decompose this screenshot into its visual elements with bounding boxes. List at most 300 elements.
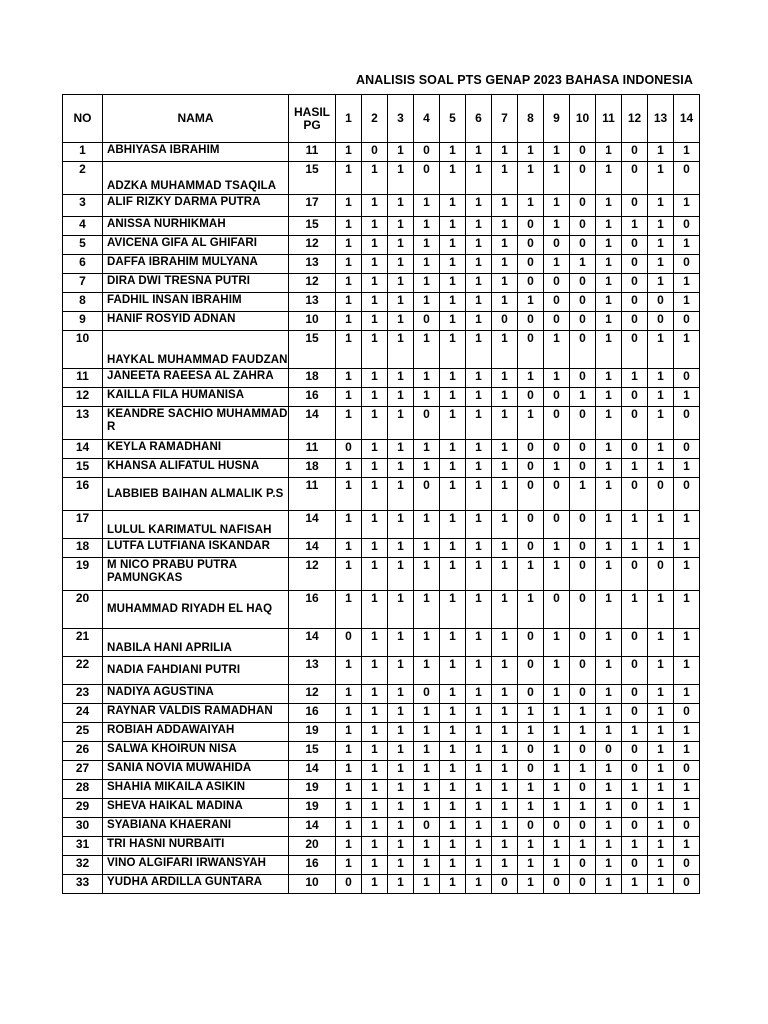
answer-q3: 1 — [388, 723, 414, 742]
row-number: 23 — [63, 685, 103, 704]
answer-q6: 1 — [466, 407, 492, 440]
hasil-pg-value: 10 — [289, 875, 336, 894]
answer-q9: 1 — [544, 799, 570, 818]
answer-q11: 1 — [596, 369, 622, 388]
answer-q4: 0 — [414, 407, 440, 440]
answer-q5: 1 — [440, 837, 466, 856]
answer-q7: 1 — [492, 388, 518, 407]
answer-q11: 1 — [596, 558, 622, 591]
answer-q3: 1 — [388, 558, 414, 591]
row-number: 8 — [63, 293, 103, 312]
answer-q11: 1 — [596, 539, 622, 558]
answer-q10: 0 — [570, 875, 596, 894]
answer-q3: 1 — [388, 236, 414, 255]
answer-q12: 0 — [622, 388, 648, 407]
answer-q8: 1 — [518, 856, 544, 875]
table-row — [63, 274, 700, 293]
answer-q10: 0 — [570, 274, 596, 293]
answer-q2: 1 — [362, 331, 388, 369]
answer-q12: 0 — [622, 742, 648, 761]
answer-q13: 1 — [648, 459, 674, 478]
answer-q11: 1 — [596, 875, 622, 894]
answer-q1: 1 — [336, 369, 362, 388]
header-question-6: 6 — [466, 95, 492, 143]
header-question-10: 10 — [570, 95, 596, 143]
student-name: ALIF RIZKY DARMA PUTRA — [103, 195, 289, 217]
answer-q10: 1 — [570, 704, 596, 723]
header-row — [63, 95, 700, 143]
student-name: SALWA KHOIRUN NISA — [103, 742, 289, 761]
answer-q1: 1 — [336, 236, 362, 255]
table-row — [63, 293, 700, 312]
answer-q13: 1 — [648, 440, 674, 459]
answer-q7: 1 — [492, 478, 518, 511]
answer-q9: 1 — [544, 742, 570, 761]
row-number: 18 — [63, 539, 103, 558]
table-row — [63, 331, 700, 369]
answer-q3: 1 — [388, 293, 414, 312]
answer-q14: 0 — [674, 369, 700, 388]
student-name: AVICENA GIFA AL GHIFARI — [103, 236, 289, 255]
hasil-pg-value: 16 — [289, 591, 336, 629]
answer-q14: 1 — [674, 511, 700, 539]
answer-q2: 1 — [362, 723, 388, 742]
answer-q14: 0 — [674, 407, 700, 440]
answer-q2: 1 — [362, 236, 388, 255]
answer-q1: 1 — [336, 274, 362, 293]
answer-q3: 1 — [388, 162, 414, 195]
answer-q1: 1 — [336, 478, 362, 511]
answer-q9: 1 — [544, 780, 570, 799]
answer-q7: 1 — [492, 162, 518, 195]
answer-q9: 1 — [544, 143, 570, 162]
answer-q6: 1 — [466, 837, 492, 856]
answer-q12: 0 — [622, 162, 648, 195]
answer-q1: 1 — [336, 217, 362, 236]
table-row — [63, 856, 700, 875]
answer-q2: 1 — [362, 837, 388, 856]
answer-q6: 1 — [466, 217, 492, 236]
student-name: DIRA DWI TRESNA PUTRI — [103, 274, 289, 293]
answer-q11: 1 — [596, 388, 622, 407]
student-name: NABILA HANI APRILIA — [103, 629, 289, 657]
answer-q10: 0 — [570, 780, 596, 799]
answer-q2: 1 — [362, 742, 388, 761]
answer-q2: 1 — [362, 407, 388, 440]
hasil-pg-value: 12 — [289, 685, 336, 704]
hasil-pg-value: 15 — [289, 217, 336, 236]
answer-q4: 0 — [414, 818, 440, 837]
row-number: 33 — [63, 875, 103, 894]
answer-q2: 1 — [362, 856, 388, 875]
answer-q14: 0 — [674, 761, 700, 780]
answer-q10: 0 — [570, 818, 596, 837]
hasil-pg-value: 15 — [289, 162, 336, 195]
answer-q11: 1 — [596, 459, 622, 478]
answer-q9: 0 — [544, 274, 570, 293]
answer-q4: 1 — [414, 799, 440, 818]
answer-q14: 1 — [674, 742, 700, 761]
answer-q5: 1 — [440, 331, 466, 369]
answer-q5: 1 — [440, 780, 466, 799]
answer-q14: 1 — [674, 236, 700, 255]
answer-q1: 1 — [336, 255, 362, 274]
row-number: 9 — [63, 312, 103, 331]
answer-q7: 1 — [492, 799, 518, 818]
table-row — [63, 459, 700, 478]
answer-q13: 1 — [648, 143, 674, 162]
table-row — [63, 875, 700, 894]
student-name: KHANSA ALIFATUL HUSNA — [103, 459, 289, 478]
table-row — [63, 591, 700, 629]
answer-q13: 1 — [648, 407, 674, 440]
header-question-8: 8 — [518, 95, 544, 143]
row-number: 13 — [63, 407, 103, 440]
answer-q8: 0 — [518, 657, 544, 685]
answer-q3: 1 — [388, 407, 414, 440]
answer-q1: 0 — [336, 440, 362, 459]
row-number: 32 — [63, 856, 103, 875]
answer-q6: 1 — [466, 818, 492, 837]
student-name: LULUL KARIMATUL NAFISAH — [103, 511, 289, 539]
answer-q11: 1 — [596, 780, 622, 799]
table-row — [63, 558, 700, 591]
answer-q13: 1 — [648, 195, 674, 217]
answer-q12: 0 — [622, 274, 648, 293]
table-row — [63, 539, 700, 558]
answer-q5: 1 — [440, 799, 466, 818]
answer-q11: 1 — [596, 657, 622, 685]
hasil-pg-value: 20 — [289, 837, 336, 856]
row-number: 2 — [63, 162, 103, 195]
answer-q6: 1 — [466, 195, 492, 217]
answer-q10: 0 — [570, 369, 596, 388]
answer-q11: 1 — [596, 312, 622, 331]
answer-q12: 0 — [622, 195, 648, 217]
answer-q14: 1 — [674, 629, 700, 657]
answer-q1: 1 — [336, 195, 362, 217]
hasil-pg-value: 12 — [289, 236, 336, 255]
answer-q8: 1 — [518, 407, 544, 440]
answer-q4: 1 — [414, 875, 440, 894]
answer-q5: 1 — [440, 761, 466, 780]
answer-q12: 0 — [622, 407, 648, 440]
answer-q10: 0 — [570, 236, 596, 255]
answer-q1: 1 — [336, 388, 362, 407]
header-question-9: 9 — [544, 95, 570, 143]
answer-q10: 1 — [570, 388, 596, 407]
answer-q14: 1 — [674, 388, 700, 407]
answer-q13: 1 — [648, 217, 674, 236]
answer-q2: 1 — [362, 539, 388, 558]
answer-q11: 1 — [596, 274, 622, 293]
answer-q11: 1 — [596, 440, 622, 459]
answer-q8: 1 — [518, 293, 544, 312]
answer-q5: 1 — [440, 558, 466, 591]
answer-q9: 1 — [544, 761, 570, 780]
answer-q3: 1 — [388, 331, 414, 369]
answer-q11: 1 — [596, 255, 622, 274]
answer-q13: 1 — [648, 875, 674, 894]
answer-q10: 1 — [570, 761, 596, 780]
answer-q12: 1 — [622, 369, 648, 388]
answer-q5: 1 — [440, 459, 466, 478]
answer-q8: 0 — [518, 274, 544, 293]
answer-q12: 1 — [622, 539, 648, 558]
answer-q10: 0 — [570, 440, 596, 459]
answer-q11: 1 — [596, 293, 622, 312]
answer-q2: 1 — [362, 217, 388, 236]
answer-q5: 1 — [440, 162, 466, 195]
answer-q14: 0 — [674, 255, 700, 274]
answer-q5: 1 — [440, 274, 466, 293]
document-title: ANALISIS SOAL PTS GENAP 2023 BAHASA INDONESIA — [356, 73, 693, 87]
answer-q1: 1 — [336, 143, 362, 162]
answer-q13: 1 — [648, 511, 674, 539]
answer-q12: 0 — [622, 440, 648, 459]
answer-q7: 1 — [492, 407, 518, 440]
answer-q13: 1 — [648, 369, 674, 388]
answer-q9: 1 — [544, 195, 570, 217]
answer-q7: 1 — [492, 761, 518, 780]
row-number: 30 — [63, 818, 103, 837]
hasil-pg-value: 14 — [289, 407, 336, 440]
answer-q5: 1 — [440, 742, 466, 761]
answer-q14: 1 — [674, 799, 700, 818]
answer-q11: 1 — [596, 704, 622, 723]
student-name: VINO ALGIFARI IRWANSYAH — [103, 856, 289, 875]
student-name: DAFFA IBRAHIM MULYANA — [103, 255, 289, 274]
answer-q13: 1 — [648, 388, 674, 407]
student-name: M NICO PRABU PUTRA PAMUNGKAS — [103, 558, 289, 591]
answer-q11: 1 — [596, 856, 622, 875]
header-question-4: 4 — [414, 95, 440, 143]
answer-q1: 1 — [336, 818, 362, 837]
answer-q6: 1 — [466, 856, 492, 875]
answer-q2: 1 — [362, 558, 388, 591]
answer-q9: 0 — [544, 440, 570, 459]
answer-q8: 0 — [518, 255, 544, 274]
answer-q2: 1 — [362, 388, 388, 407]
answer-q5: 1 — [440, 629, 466, 657]
answer-q4: 1 — [414, 742, 440, 761]
answer-q8: 1 — [518, 837, 544, 856]
student-name: TRI HASNI NURBAITI — [103, 837, 289, 856]
hasil-pg-value: 14 — [289, 539, 336, 558]
answer-q7: 1 — [492, 293, 518, 312]
answer-q4: 0 — [414, 143, 440, 162]
answer-q6: 1 — [466, 799, 492, 818]
answer-q4: 1 — [414, 558, 440, 591]
answer-q11: 1 — [596, 761, 622, 780]
answer-q8: 0 — [518, 761, 544, 780]
answer-q3: 1 — [388, 539, 414, 558]
answer-q13: 1 — [648, 539, 674, 558]
answer-q13: 1 — [648, 837, 674, 856]
answer-q13: 0 — [648, 558, 674, 591]
answer-q1: 1 — [336, 539, 362, 558]
answer-q2: 1 — [362, 591, 388, 629]
answer-q4: 1 — [414, 459, 440, 478]
answer-q12: 0 — [622, 685, 648, 704]
answer-q4: 1 — [414, 293, 440, 312]
student-name: NADIA FAHDIANI PUTRI — [103, 657, 289, 685]
answer-q10: 0 — [570, 591, 596, 629]
answer-q4: 1 — [414, 780, 440, 799]
answer-q9: 1 — [544, 162, 570, 195]
answer-q11: 0 — [596, 742, 622, 761]
answer-q6: 1 — [466, 331, 492, 369]
answer-q8: 1 — [518, 591, 544, 629]
row-number: 20 — [63, 591, 103, 629]
answer-q8: 0 — [518, 511, 544, 539]
answer-q14: 0 — [674, 312, 700, 331]
answer-q9: 1 — [544, 558, 570, 591]
answer-q5: 1 — [440, 856, 466, 875]
hasil-pg-value: 10 — [289, 312, 336, 331]
answer-q5: 1 — [440, 875, 466, 894]
student-name: SHAHIA MIKAILA ASIKIN — [103, 780, 289, 799]
answer-q8: 1 — [518, 143, 544, 162]
answer-q4: 1 — [414, 440, 440, 459]
row-number: 16 — [63, 478, 103, 511]
header-question-5: 5 — [440, 95, 466, 143]
answer-q9: 1 — [544, 657, 570, 685]
table-row — [63, 236, 700, 255]
table-row — [63, 723, 700, 742]
answer-q12: 0 — [622, 704, 648, 723]
answer-q6: 1 — [466, 629, 492, 657]
answer-q2: 1 — [362, 704, 388, 723]
answer-q7: 1 — [492, 217, 518, 236]
answer-q12: 1 — [622, 723, 648, 742]
answer-q5: 1 — [440, 388, 466, 407]
table-row — [63, 217, 700, 236]
answer-q2: 1 — [362, 780, 388, 799]
answer-q1: 1 — [336, 591, 362, 629]
answer-q6: 1 — [466, 761, 492, 780]
answer-q10: 0 — [570, 195, 596, 217]
answer-q11: 1 — [596, 195, 622, 217]
answer-q14: 1 — [674, 657, 700, 685]
row-number: 7 — [63, 274, 103, 293]
table-row — [63, 478, 700, 511]
table-row — [63, 685, 700, 704]
answer-q4: 1 — [414, 217, 440, 236]
answer-q4: 1 — [414, 837, 440, 856]
answer-q8: 1 — [518, 558, 544, 591]
answer-q11: 1 — [596, 143, 622, 162]
answer-q3: 1 — [388, 274, 414, 293]
answer-q14: 0 — [674, 440, 700, 459]
answer-q11: 1 — [596, 723, 622, 742]
answer-q11: 1 — [596, 331, 622, 369]
answer-q6: 1 — [466, 539, 492, 558]
answer-q9: 0 — [544, 236, 570, 255]
answer-q10: 1 — [570, 255, 596, 274]
answer-q14: 1 — [674, 591, 700, 629]
answer-q2: 1 — [362, 459, 388, 478]
answer-q8: 0 — [518, 539, 544, 558]
answer-q9: 1 — [544, 459, 570, 478]
answer-q2: 1 — [362, 875, 388, 894]
hasil-pg-value: 13 — [289, 255, 336, 274]
answer-q4: 1 — [414, 591, 440, 629]
answer-q8: 1 — [518, 369, 544, 388]
table-body — [63, 143, 700, 894]
answer-q7: 1 — [492, 818, 518, 837]
row-number: 21 — [63, 629, 103, 657]
answer-q7: 1 — [492, 143, 518, 162]
student-name: ANISSA NURHIKMAH — [103, 217, 289, 236]
answer-q3: 1 — [388, 478, 414, 511]
score-table — [62, 94, 700, 894]
answer-q2: 1 — [362, 511, 388, 539]
answer-q6: 1 — [466, 704, 492, 723]
answer-q5: 1 — [440, 293, 466, 312]
answer-q3: 1 — [388, 799, 414, 818]
header-no: NO — [63, 95, 103, 143]
answer-q4: 1 — [414, 274, 440, 293]
answer-q10: 0 — [570, 629, 596, 657]
answer-q10: 0 — [570, 407, 596, 440]
answer-q9: 0 — [544, 407, 570, 440]
answer-q5: 1 — [440, 704, 466, 723]
answer-q1: 1 — [336, 685, 362, 704]
answer-q8: 1 — [518, 723, 544, 742]
answer-q8: 1 — [518, 799, 544, 818]
answer-q6: 1 — [466, 657, 492, 685]
answer-q14: 1 — [674, 780, 700, 799]
answer-q14: 1 — [674, 685, 700, 704]
answer-q2: 0 — [362, 143, 388, 162]
hasil-pg-value: 12 — [289, 274, 336, 293]
answer-q4: 1 — [414, 511, 440, 539]
answer-q12: 0 — [622, 478, 648, 511]
table-row — [63, 704, 700, 723]
table-row — [63, 369, 700, 388]
answer-q8: 0 — [518, 478, 544, 511]
answer-q7: 1 — [492, 657, 518, 685]
answer-q7: 1 — [492, 558, 518, 591]
answer-q11: 1 — [596, 629, 622, 657]
answer-q13: 1 — [648, 657, 674, 685]
row-number: 10 — [63, 331, 103, 369]
answer-q11: 1 — [596, 591, 622, 629]
answer-q1: 1 — [336, 558, 362, 591]
hasil-pg-value: 11 — [289, 143, 336, 162]
student-name: SYABIANA KHAERANI — [103, 818, 289, 837]
student-name: ROBIAH ADDAWAIYAH — [103, 723, 289, 742]
answer-q5: 1 — [440, 217, 466, 236]
answer-q2: 1 — [362, 440, 388, 459]
table-row — [63, 657, 700, 685]
answer-q9: 0 — [544, 511, 570, 539]
answer-q7: 1 — [492, 236, 518, 255]
hasil-pg-value: 16 — [289, 856, 336, 875]
answer-q3: 1 — [388, 629, 414, 657]
answer-q13: 1 — [648, 274, 674, 293]
hasil-pg-value: 15 — [289, 742, 336, 761]
answer-q12: 0 — [622, 558, 648, 591]
row-number: 29 — [63, 799, 103, 818]
answer-q6: 1 — [466, 685, 492, 704]
hasil-pg-value: 19 — [289, 723, 336, 742]
answer-q12: 0 — [622, 629, 648, 657]
table-row — [63, 837, 700, 856]
answer-q14: 1 — [674, 274, 700, 293]
answer-q3: 1 — [388, 591, 414, 629]
